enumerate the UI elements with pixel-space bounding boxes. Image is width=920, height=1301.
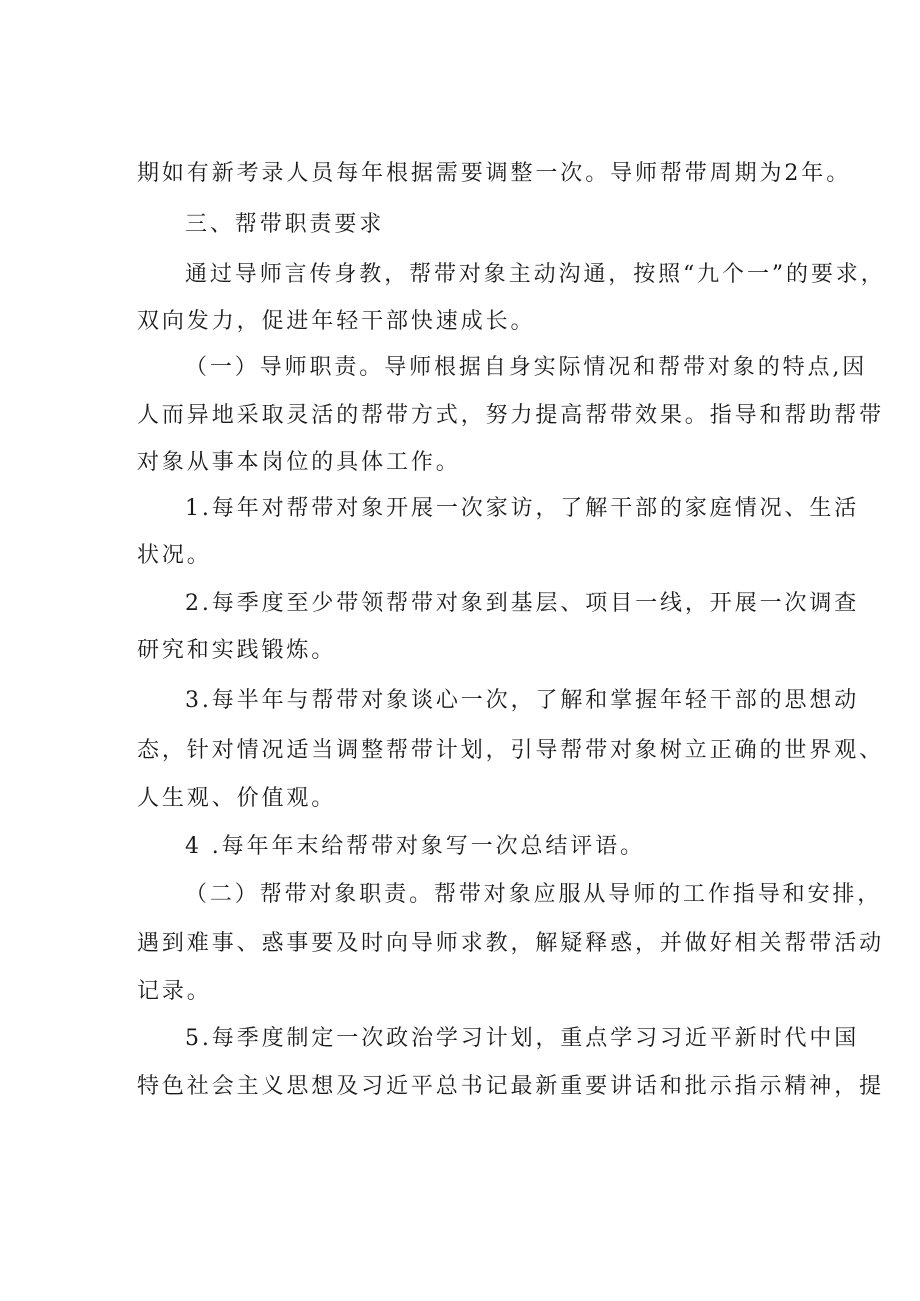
list-item-line: 5.每季度制定一次政治学习计划，重点学习习近平新时代中国 [185,1026,860,1051]
body-text-line: 遇到难事、惑事要及时向导师求教，解疑释惑，并做好相关帮带活动 [137,931,885,956]
list-item-line: 2.每季度至少带领帮带对象到基层、项目一线，开展一次调查 [185,591,860,616]
body-text-line: 双向发力，促进年轻干部快速成长。 [137,309,536,334]
body-text-line: 人而异地采取灵活的帮带方式，努力提高帮带效果。指导和帮助帮带 [137,403,885,428]
subsection-heading-line: （一）导师职责。导师根据自身实际情况和帮带对象的特点,因 [185,355,868,380]
list-item-line: 1.每年对帮带对象开展一次家访，了解干部的家庭情况、生活 [185,496,860,521]
list-item-line: 4 .每年年末给帮带对象写一次总结评语。 [185,834,645,859]
body-text-line: 对象从事本岗位的具体工作。 [137,450,461,475]
body-text-line: 通过导师言传身教，帮带对象主动沟通，按照“九个一”的要求， [185,262,886,287]
body-text-line: 期如有新考录人员每年根据需要调整一次。导师帮带周期为2年。 [137,161,852,186]
list-item-line: 态，针对情况适当调整帮带计划，引导帮带对象树立正确的世界观、 [137,738,885,763]
body-text-line: 记录。 [137,979,212,1004]
list-item-line: 研究和实践锻炼。 [137,638,337,663]
list-item-line: 状况。 [137,543,212,568]
list-item-line: 特色社会主义思想及习近平总书记最新重要讲话和批示指示精神，提 [137,1074,885,1099]
list-item-line: 3.每半年与帮带对象谈心一次，了解和掌握年轻干部的思想动 [185,688,860,713]
list-item-line: 人生观、价值观。 [137,786,337,811]
subsection-heading-line: （二）帮带对象职责。帮带对象应服从导师的工作指导和安排， [185,882,883,907]
section-heading: 三、帮带职责要求 [185,212,385,237]
